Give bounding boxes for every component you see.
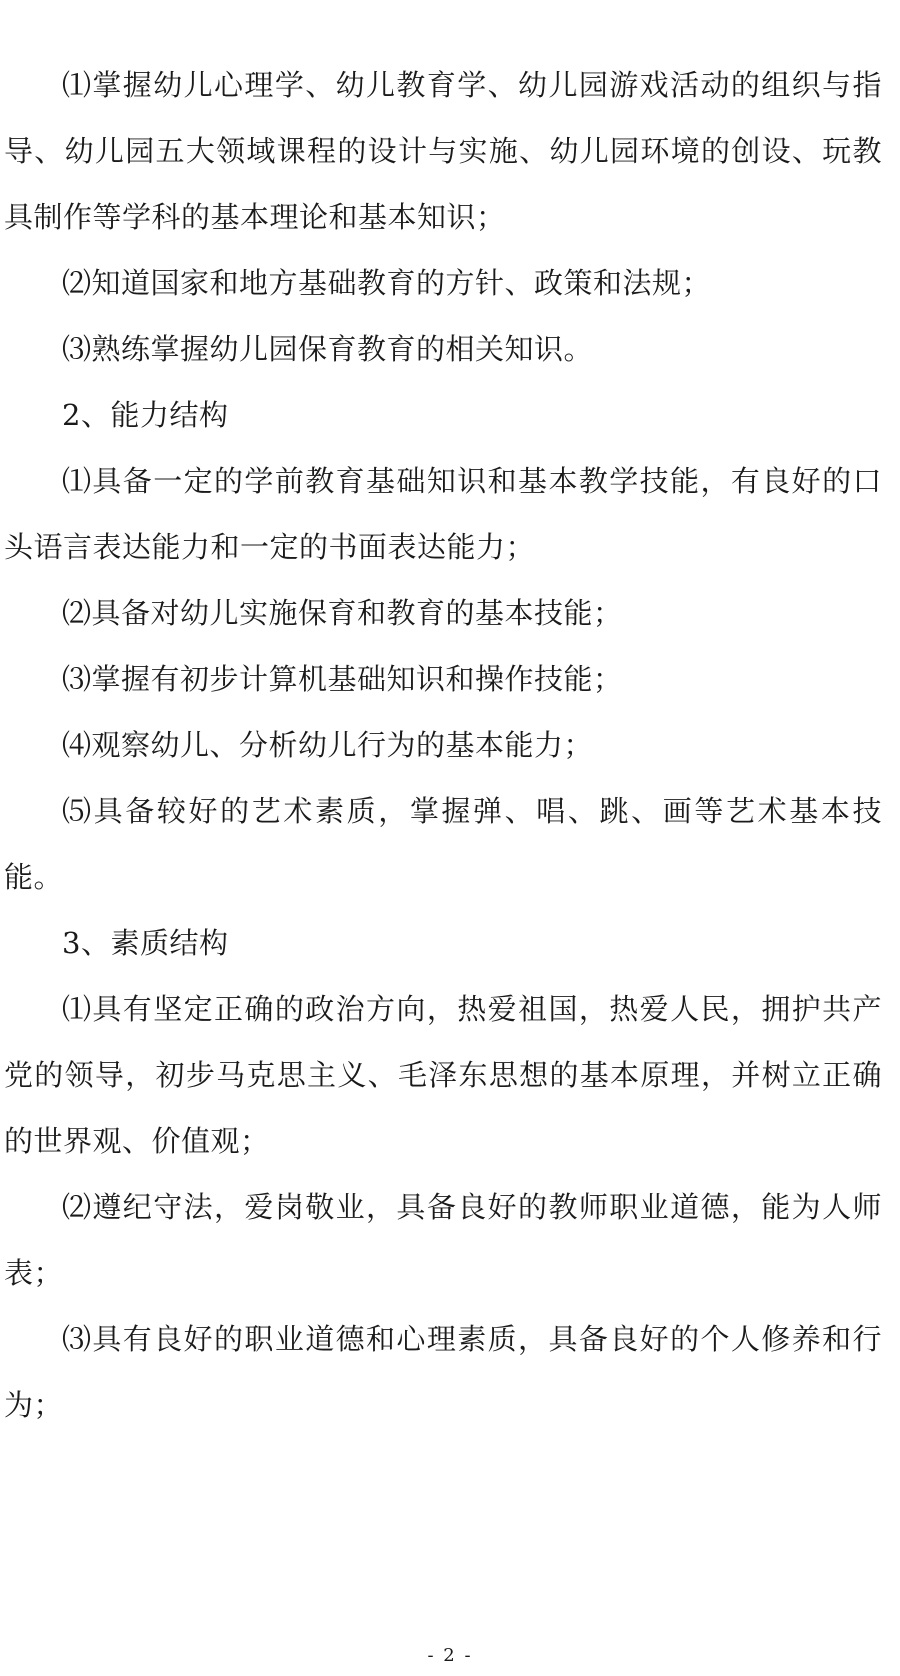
ability-item-2: ⑵具备对幼儿实施保育和教育的基本技能； [62, 596, 623, 630]
quality-item-1: ⑴具有坚定正确的政治方向，热爱祖国，热爱人民，拥护共产党的领导，初步马克思主义、毛泽东思想的基本原理，并树立正确的世界观、价值观； [4, 992, 882, 1158]
knowledge-item-2: ⑵知道国家和地方基础教育的方针、政策和法规； [62, 266, 712, 300]
page-number: - 2 - [427, 1645, 473, 1666]
document-body [4, 52, 882, 1438]
knowledge-item-1: ⑴掌握幼儿心理学、幼儿教育学、幼儿园游戏活动的组织与指导、幼儿园五大领域课程的设计与实施、幼儿园环境的创设、玩教具制作等学科的基本理论和基本知识； [4, 68, 882, 234]
section-heading-quality: 3、素质结构 [62, 926, 229, 960]
ability-item-1: ⑴具备一定的学前教育基础知识和基本教学技能，有良好的口头语言表达能力和一定的书面表达能力； [4, 464, 882, 564]
section-heading-ability: 2、能力结构 [62, 398, 229, 432]
knowledge-item-3: ⑶熟练掌握幼儿园保育教育的相关知识。 [62, 332, 594, 366]
ability-item-5: ⑸具备较好的艺术素质，掌握弹、唱、跳、画等艺术基本技能。 [4, 794, 882, 894]
quality-item-2: ⑵遵纪守法，爱岗敬业，具备良好的教师职业道德，能为人师表； [4, 1190, 882, 1290]
ability-item-3: ⑶掌握有初步计算机基础知识和操作技能； [62, 662, 623, 696]
ability-item-4: ⑷观察幼儿、分析幼儿行为的基本能力； [62, 728, 594, 762]
quality-item-3: ⑶具有良好的职业道德和心理素质，具备良好的个人修养和行为； [4, 1322, 882, 1422]
